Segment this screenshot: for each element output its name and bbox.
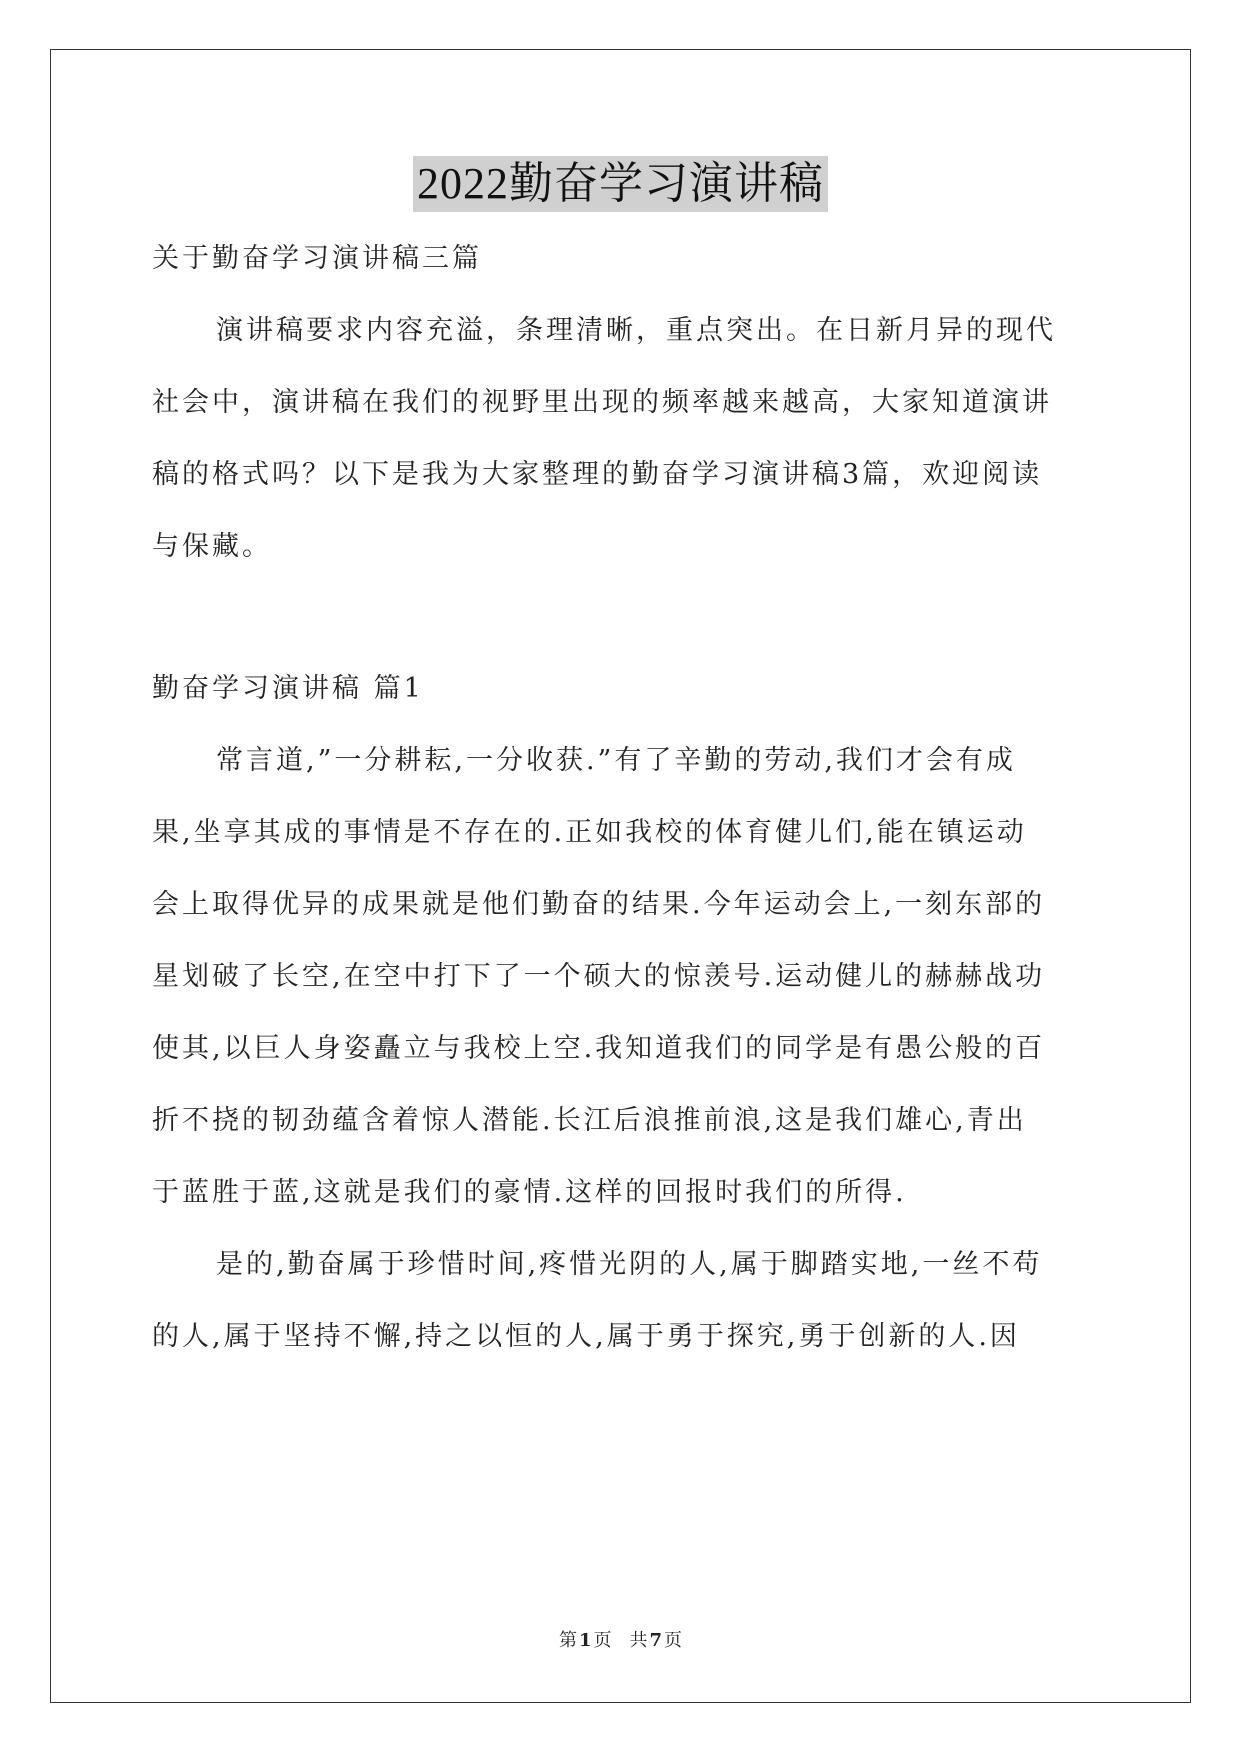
paragraph-line: 果,坐享其成的事情是不存在的.正如我校的体育健儿们,能在镇运动 <box>152 817 1027 848</box>
paragraph-line: 会上取得优异的成果就是他们勤奋的结果.今年运动会上,一刻东部的 <box>152 889 1046 920</box>
paragraph-line: 折不挠的韧劲蕴含着惊人潜能.长江后浪推前浪,这是我们雄心,青出 <box>152 1105 1027 1136</box>
subtitle: 关于勤奋学习演讲稿三篇 <box>152 243 482 274</box>
section-heading: 勤奋学习演讲稿 篇1 <box>152 673 424 704</box>
paragraph-line: 使其,以巨人身姿矗立与我校上空.我知道我们的同学是有愚公般的百 <box>152 1033 1046 1064</box>
paragraph-line: 是的,勤奋属于珍惜时间,疼惜光阴的人,属于脚踏实地,一丝不苟 <box>216 1249 1043 1280</box>
page-border <box>50 49 1191 1703</box>
paragraph-line: 星划破了长空,在空中打下了一个硕大的惊羡号.运动健儿的赫赫战功 <box>152 961 1046 992</box>
footer-page-suffix: 页 <box>593 1630 612 1651</box>
intro-line: 演讲稿要求内容充溢，条理清晰，重点突出。在日新月异的现代 <box>216 315 1056 346</box>
intro-line: 与保藏。 <box>152 531 272 562</box>
footer-prefix: 第 <box>558 1630 577 1651</box>
document-title: 2022勤奋学习演讲稿 <box>413 156 828 212</box>
paragraph-line: 常言道,”一分耕耘,一分收获.”有了辛勤的劳动,我们才会有成 <box>216 745 1016 776</box>
intro-line: 稿的格式吗？以下是我为大家整理的勤奋学习演讲稿3篇，欢迎阅读 <box>152 459 1043 490</box>
intro-line: 社会中，演讲稿在我们的视野里出现的频率越来越高，大家知道演讲 <box>152 387 1052 418</box>
title-container <box>0 156 1241 212</box>
paragraph-line: 的人,属于坚持不懈,持之以恒的人,属于勇于探究,勇于创新的人.因 <box>152 1321 1020 1352</box>
footer-total-suffix: 页 <box>664 1630 683 1651</box>
footer-total-pages: 7 <box>649 1630 663 1651</box>
footer-total-prefix: 共 <box>629 1630 648 1651</box>
page-footer <box>0 1629 1241 1653</box>
paragraph-line: 于蓝胜于蓝,这就是我们的豪情.这样的回报时我们的所得. <box>152 1177 907 1208</box>
footer-page-number: 1 <box>578 1630 592 1651</box>
